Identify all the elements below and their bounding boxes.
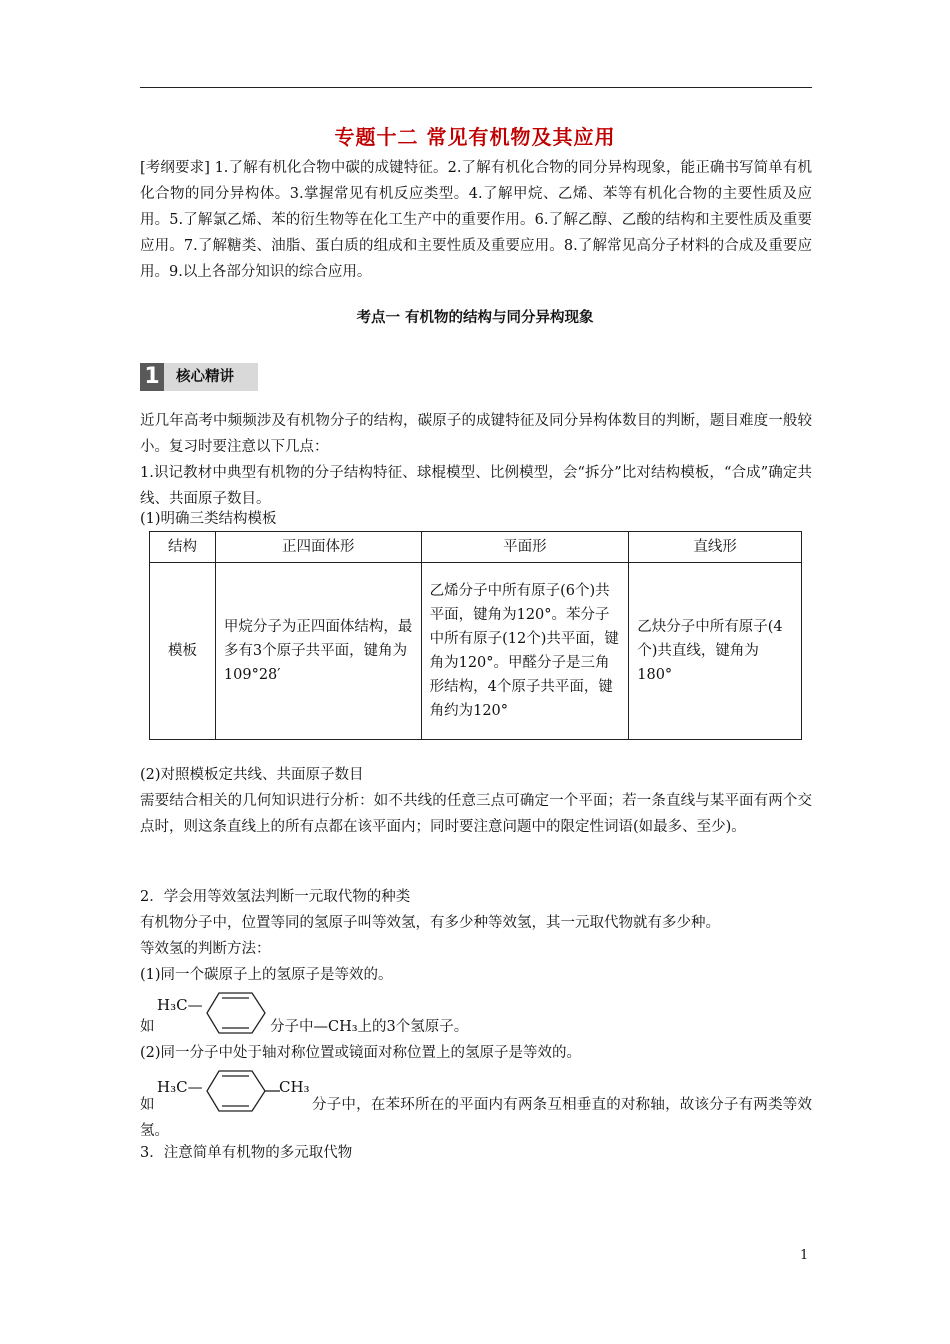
- xylene-methyl-left-label: H₃C—: [157, 1078, 203, 1096]
- example-1-text: 分子中—CH₃上的3个氢原子。: [270, 1019, 469, 1035]
- page-number: 1: [800, 1248, 809, 1263]
- table-header: 直线形: [629, 532, 802, 563]
- badge-number: 1: [140, 363, 164, 391]
- point-2-rule-2: (2)同一分子中处于轴对称位置或镜面对称位置上的氢原子是等效的。: [140, 1045, 582, 1061]
- table-row: [150, 563, 802, 740]
- xylene-methyl-right-label: CH₃: [279, 1078, 310, 1096]
- point-2-rule-1: (1)同一个碳原子上的氢原子是等效的。: [140, 967, 393, 983]
- point-2-text: 有机物分子中，位置等同的氢原子叫等效氢，有多少种等效氢，其一元取代物就有多少种。: [140, 915, 720, 931]
- example-2-text: 分子中，在苯环所在的平面内有两条互相垂直的对称轴，故该分子有两类等效氢。: [140, 1097, 812, 1139]
- point-1-sub-2: (2)对照模板定共线、共面原子数目: [140, 767, 364, 783]
- table-cell: 乙炔分子中所有原子(4个)共直线，键角为180°: [629, 563, 802, 740]
- table-header: 平面形: [421, 532, 629, 563]
- table-row-label: 模板: [150, 563, 216, 740]
- header-rule: [140, 87, 812, 88]
- point-2: 2．学会用等效氢法判断一元取代物的种类: [140, 889, 411, 905]
- example-2-prefix: 如: [140, 1097, 155, 1113]
- example-1-prefix: 如: [140, 1019, 155, 1035]
- structure-template-table: [149, 531, 802, 740]
- section-badge: [140, 363, 258, 391]
- toluene-methyl-label: H₃C—: [157, 996, 203, 1014]
- table-header: 结构: [150, 532, 216, 563]
- page-title: 专题十二 常见有机物及其应用: [334, 125, 616, 149]
- table-cell: 甲烷分子为正四面体结构，最多有3个原子共平面，键角为109°28′: [215, 563, 421, 740]
- badge-label: 核心精讲: [176, 369, 234, 385]
- point-1-sub-1: (1)明确三类结构模板: [140, 511, 277, 527]
- point-1: 1.识记教材中典型有机物的分子结构特征、球棍模型、比例模型，会“拆分”比对结构模板，“合成”确定共线、共面原子数目。: [140, 465, 812, 507]
- point-3: 3．注意简单有机物的多元取代物: [140, 1145, 353, 1161]
- point-1-sub-2-text: 需要结合相关的几何知识进行分析：如不共线的任意三点可确定一个平面；若一条直线与某平面有两个交点时，则这条直线上的所有点都在该平面内；同时要注意问题中的限定性词语(如最多、至少)。: [140, 793, 812, 835]
- table-cell: 乙烯分子中所有原子(6个)共平面，键角为120°。苯分子中所有原子(12个)共平面，键角为120°。甲醛分子是三角形结构，4个原子共平面，键角约为120°: [421, 563, 629, 740]
- exam-requirements: [考纲要求] 1.了解有机化合物中碳的成键特征。2.了解有机化合物的同分异构现象，能正确书写简单有机化合物的同分异构体。3.掌握常见有机反应类型。4.了解甲烷、乙烯、苯等有机化合物的主要性质及应用。5.了解氯乙烯、苯的衍生物等在化工生产中的重要作用。6.了解乙醇、乙酸的结构和主要性质及重要应用。7.了解糖类、油脂、蛋白质的组成和主要性质及重要应用。8.了解常见高分子材料的合成及重要应用。9.以上各部分知识的综合应用。: [140, 160, 812, 280]
- benzene-ring-icon: [205, 990, 267, 1036]
- table-header-row: [150, 532, 802, 563]
- section-title: 考点一 有机物的结构与同分异构现象: [356, 310, 594, 326]
- table-header: 正四面体形: [215, 532, 421, 563]
- point-2-method: 等效氢的判断方法：: [140, 941, 271, 957]
- intro-paragraph: 近几年高考中频频涉及有机物分子的结构，碳原子的成键特征及同分异构体数目的判断，题目难度一般较小。复习时要注意以下几点：: [140, 413, 812, 455]
